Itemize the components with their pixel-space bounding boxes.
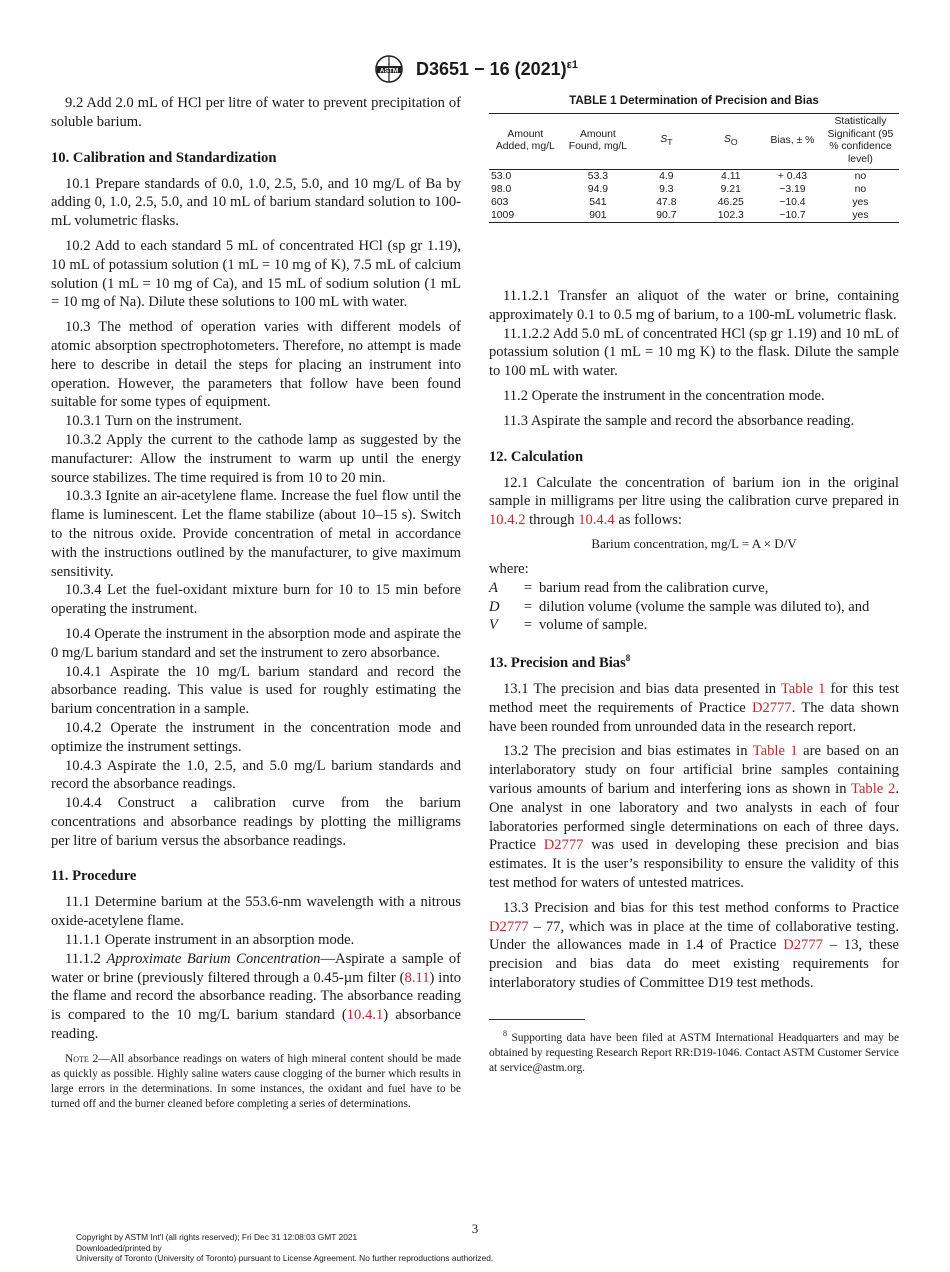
paragraph-13-1: 13.1 The precision and bias data presented in Table 1 for this test method meet the requirements of Practice D2777. The data shown have been rounded from unrounded data in the research report. <box>489 681 899 735</box>
table-row: 98.0 94.9 9.3 9.21 −3.19 no <box>491 184 867 195</box>
paragraph-10-4-1: 10.4.1 Aspirate the 10 mg/L barium standard and record the absorbance reading. This value is used for roughly estimating the barium concentration in a sample. <box>51 663 461 718</box>
table-row: 603 541 47.8 46.25 −10.4 yes <box>491 197 869 208</box>
copyright-notice: Copyright by ASTM Int'l (all rights reserved); Fri Dec 31 12:08:03 GMT 2021 Downloaded/printed by University of Toronto (University of Toronto) pursuant to License Agreement. No further reproductions authorized. <box>76 1232 494 1263</box>
paragraph-10-3-4: 10.3.4 Let the fuel-oxidant mixture burn for 10 to 15 min before operating the instrument. <box>51 582 461 618</box>
paragraph-10-4-4: 10.4.4 Construct a calibration curve from the barium concentrations and absorbance readings by plotting the milligrams per litre of barium versus the absorbance readings. <box>51 795 461 849</box>
table-header-row <box>489 114 899 170</box>
paragraph-10-3-3: 10.3.3 Ignite an air-acetylene flame. Increase the fuel flow until the flame is luminescent. Let the flame stabilize (about 10–15 s). Switch to the nitrous oxide. Provide concentration of metal in accordance with the instructions outlined by the manufacturer, to give maximum sensitivity. <box>51 488 461 580</box>
table-row: 53.0 53.3 4.9 4.11 + 0.43 no <box>491 171 867 182</box>
col-so: $S_O$ <box>699 114 764 170</box>
link-section-10-4-1[interactable]: 10.4.1 <box>346 1007 384 1024</box>
note-2: Note 2—All absorbance readings on waters of high mineral content should be made as quickly as possible. Highly saline waters cause clogging of the burner which results in large errors in the determinations. In some instances, the oxidant and fuel have to be turned off and the burner cleaned before completing a series of determinations. <box>51 1052 461 1110</box>
astm-logo-icon <box>372 54 406 84</box>
link-d2777[interactable]: D2777 <box>489 918 529 935</box>
col-amount-found: Amount Found, mg/L <box>562 114 635 170</box>
link-section-8-11[interactable]: 8.11 <box>404 969 430 986</box>
paragraph-11-1: 11.1 Determine barium at the 553.6-nm wavelength with a nitrous oxide-acetylene flame. <box>51 894 461 930</box>
heading-section-11: 11. Procedure <box>51 868 137 885</box>
barium-concentration-formula: Barium concentration, mg/L = A × D/V <box>591 535 797 551</box>
paragraph-13-3: 13.3 Precision and bias for this test method conforms to Practice D2777 – 77, which was in place at the time of collaborative testing. Under the allowances made in 1.4 of Practice D2777 – 13, these precision and bias data do meet existing requirements for interlaboratory studies of Committee D19 test methods. <box>489 899 899 991</box>
definition-a: A = barium read from the calibration curve, <box>489 579 769 596</box>
document-designation: D3651 − 16 $(2021)^{\varepsilon 1}$ <box>416 58 578 79</box>
page-number: 3 <box>471 1221 479 1236</box>
footnote-divider <box>489 1019 585 1020</box>
paragraph-11-2: 11.2 Operate the instrument in the concentration mode. <box>503 387 825 404</box>
paragraph-10-4-2: 10.4.2 Operate the instrument in the concentration mode and optimize the instrument settings. <box>51 719 461 755</box>
paragraph-11-1-2-2: 11.1.2.2 Add 5.0 mL of concentrated HCl (sp gr 1.19) and 10 mL of potassium solution (1 mL = 10 mg K) to the flask. Dilute the sample to 100 mL with water. <box>489 325 899 380</box>
paragraph-10-1: 10.1 Prepare standards of 0.0, 1.0, 2.5, 5.0, and 10 mg/L of Ba by adding 0, 1.0, 2.5, 5.0, and 10 mL of barium standard solution to 100-mL volumetric flasks. <box>51 175 461 230</box>
link-d2777[interactable]: D2777 <box>783 937 823 954</box>
paragraph-11-1-2-1: 11.1.2.1 Transfer an aliquot of the water or brine, containing approximately 0.1 to 0.5 mg of barium, to a 100-mL volumetric flask. <box>489 288 899 323</box>
svg-text:ASTM: ASTM <box>379 67 399 75</box>
paragraph-11-1-2: 11.1.2 Approximate Barium Concentration—Aspirate a sample of water or brine (previously filtered through a 0.45-µm filter (8.11) into the flame and record the absorbance reading. The absorbance reading is compared to the 10 mg/L barium standard (10.4.1) absorbance reading. <box>51 950 461 1043</box>
link-d2777[interactable]: D2777 <box>543 837 584 854</box>
link-section-10-4-4[interactable]: 10.4.4 <box>578 512 615 529</box>
heading-section-13: 13. Precision and Bias$^8$ <box>489 653 631 672</box>
paragraph-13-2: 13.2 The precision and bias estimates in Table 1 are based on an interlaboratory study on four artificial brine samples containing various amounts of barium and interfering ions as shown in Table 2. One analyst in one laboratory and two analysts in each of four laboratories performed single determinations on each of three days. Practice D2777 was used in developing these precision and bias estimates. It is the user’s responsibility to ensure the validity of this test method for waters of untested matrices. <box>489 743 899 891</box>
right-column <box>489 94 899 1076</box>
paragraph-11-3: 11.3 Aspirate the sample and record the absorbance reading. <box>503 412 855 429</box>
table-row: 1009 901 90.7 102.3 −10.7 yes <box>489 209 899 223</box>
definition-d: D = dilution volume (volume the sample was diluted to), and <box>489 598 870 615</box>
where-label: where: <box>489 560 529 577</box>
paragraph-10-4: 10.4 Operate the instrument in the absorption mode and aspirate the 0 mg/L barium standard and set the instrument to zero absorbance. <box>51 625 461 661</box>
link-section-10-4-2[interactable]: 10.4.2 <box>489 512 526 529</box>
paragraph-9-2: 9.2 Add 2.0 mL of HCl per litre of water to prevent precipitation of soluble barium. <box>51 95 461 130</box>
paragraph-10-3-1: 10.3.1 Turn on the instrument. <box>65 413 243 430</box>
link-d2777[interactable]: D2777 <box>751 699 792 716</box>
paragraph-10-2: 10.2 Add to each standard 5 mL of concentrated HCl (sp gr 1.19), 10 mL of potassium solution (1 mL = 10 mg of K), 7.5 mL of calcium solution (1 mL = 10 mg of Ca), and 15 mL of sodium solution (1 mL = 10 mg of Na). Dilute these solutions to 100 mL with water. <box>51 237 461 311</box>
col-significant: Statistically Significant (95 % confidence level) <box>822 114 899 170</box>
link-table-2[interactable]: Table 2 <box>851 781 896 797</box>
col-amount-added: Amount Added, mg/L <box>489 114 562 170</box>
paragraph-11-1-1: 11.1.1 Operate instrument in an absorption mode. <box>65 932 355 949</box>
left-column <box>51 94 461 1112</box>
paragraph-10-3: 10.3 The method of operation varies with different models of atomic absorption spectrophotometers. Therefore, no attempt is made here to describe in detail the steps for placing an instrument into operation. However, the parameters that follow have been found suitable for some types of equipment. <box>51 319 461 411</box>
heading-section-10: 10. Calibration and Standardization <box>51 149 277 166</box>
definition-v: V = volume of sample. <box>489 617 648 634</box>
link-table-1[interactable]: Table 1 <box>780 681 826 698</box>
heading-section-12: 12. Calculation <box>489 448 584 465</box>
precision-bias-table <box>489 113 899 223</box>
page-header <box>0 54 950 84</box>
footnote-8: $^8$ Supporting data have been filed at ASTM International Headquarters and may be obtained by requesting Research Report RR:D19-1046. Contact ASTM Customer Service at service@astm.org. <box>489 1028 899 1074</box>
paragraph-12-1: 12.1 Calculate the concentration of barium ion in the original sample in milligrams per litre using the calibration curve prepared in 10.4.2 through 10.4.4 as follows: <box>489 474 899 529</box>
link-table-1[interactable]: Table 1 <box>752 743 798 760</box>
paragraph-10-4-3: 10.4.3 Aspirate the 1.0, 2.5, and 5.0 mg/L barium standards and record the absorbance readings. <box>51 757 461 793</box>
paragraph-10-3-2: 10.3.2 Apply the current to the cathode lamp as suggested by the manufacturer: Allow the instrument to warm up until the energy source stabilizes. The time required is from 10 to 20 min. <box>51 431 461 486</box>
table-1-caption: TABLE 1 Determination of Precision and Bias <box>569 94 819 107</box>
col-st: $S_T$ <box>634 114 698 170</box>
col-bias: Bias, ± % <box>763 114 822 170</box>
